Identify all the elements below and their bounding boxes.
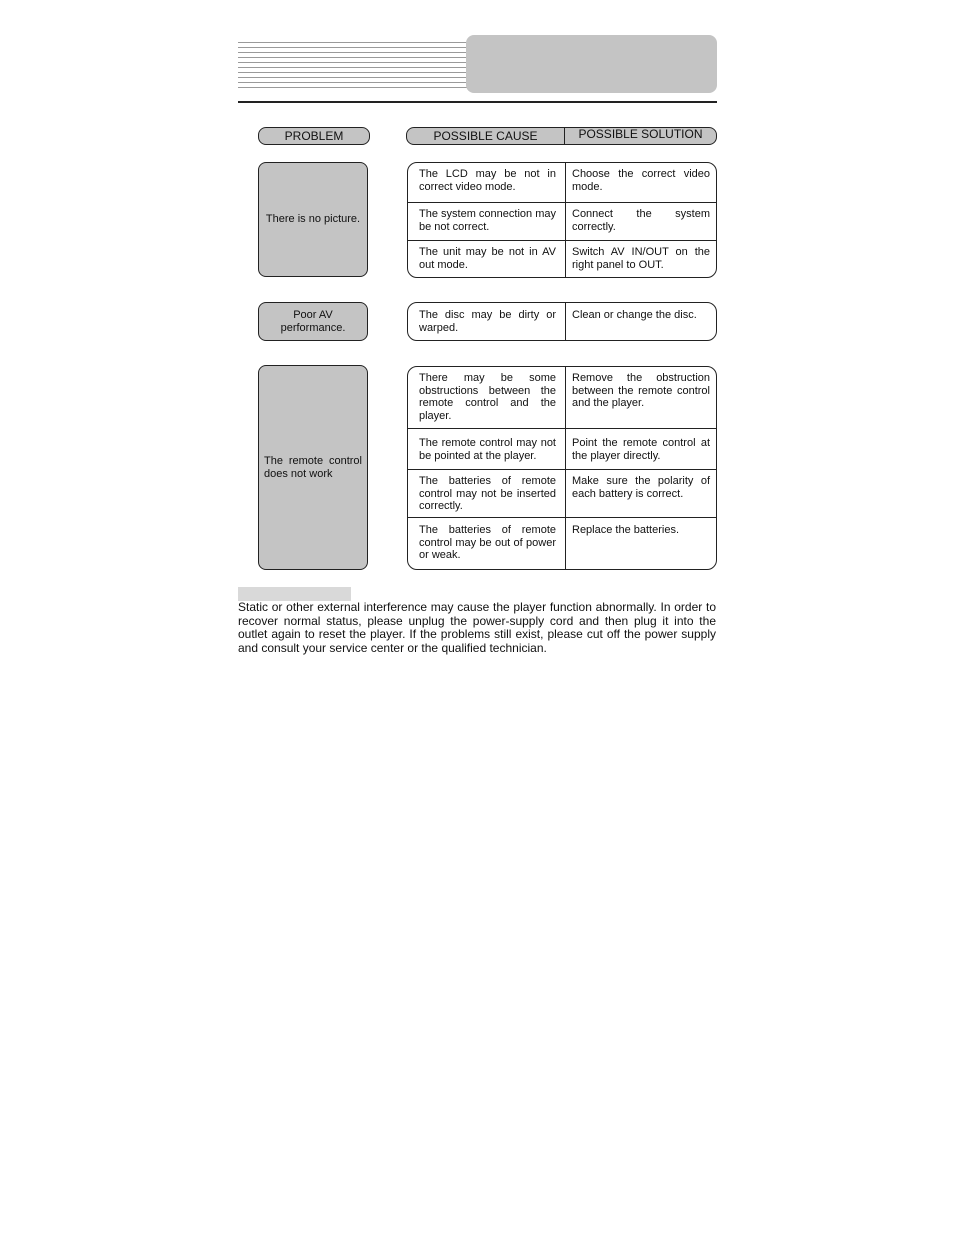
solution-cell: Point the remote control at the player directly. <box>572 437 710 462</box>
cause-solution-table-remote-control <box>407 366 717 570</box>
cause-cell: The LCD may be not in correct video mode. <box>408 163 566 202</box>
solution-column-label: POSSIBLE SOLUTION <box>578 127 703 141</box>
problem-column-label: PROBLEM <box>284 129 344 143</box>
cause-cell: The batteries of remote control may not be inserted correctly. <box>408 470 566 517</box>
cause-cell: The remote control may not be pointed at the player. <box>408 429 566 469</box>
table-row <box>408 303 716 340</box>
problem-box-poor-av <box>258 302 368 341</box>
cause-column-label: POSSIBLE CAUSE <box>407 128 565 144</box>
problem-label: Poor AV performance. <box>280 308 346 334</box>
solution-cell: Replace the batteries. <box>572 524 680 536</box>
table-row <box>408 517 716 569</box>
table-row <box>408 469 716 517</box>
cause-solution-column-header <box>406 127 717 145</box>
problem-column-header <box>258 127 370 145</box>
problem-label: The remote control does not work <box>264 454 362 480</box>
header-stripes <box>238 42 468 88</box>
cause-cell: The disc may be dirty or warped. <box>408 303 566 340</box>
problem-box-no-picture <box>258 162 368 277</box>
cause-cell: The unit may be not in AV out mode. <box>408 241 566 277</box>
cause-cell: The batteries of remote control may be out of power or weak. <box>408 518 566 569</box>
solution-cell: Remove the obstruction between the remote control and the player. <box>572 372 710 410</box>
cause-solution-table-poor-av <box>407 302 717 341</box>
problem-box-remote-control <box>258 365 368 570</box>
solution-cell: Switch AV IN/OUT on the right panel to OUT. <box>572 246 710 271</box>
note-heading-bar <box>238 587 351 601</box>
solution-cell: Clean or change the disc. <box>572 309 697 321</box>
table-row <box>408 163 716 202</box>
solution-cell: Make sure the polarity of each battery is correct. <box>572 475 710 500</box>
solution-cell: Choose the correct video mode. <box>572 168 710 193</box>
header-rule <box>238 101 717 103</box>
cause-cell: The system connection may be not correct. <box>408 203 566 240</box>
table-row <box>408 428 716 469</box>
cause-solution-table-no-picture <box>407 162 717 278</box>
problem-label: There is no picture. <box>265 213 361 225</box>
note-paragraph: Static or other external interference may cause the player function abnormally. In order to recover normal status, please unplug the power-supply cord and then plug it into the outlet again to reset the player. If the problems still exist, please cut off the power supply and consult your service center or the qualified technician. <box>238 600 716 655</box>
header-title-tab <box>466 35 717 93</box>
cause-cell: There may be some obstructions between the remote control and the player. <box>408 367 566 428</box>
table-row <box>408 240 716 277</box>
table-row <box>408 367 716 428</box>
table-row <box>408 202 716 240</box>
solution-cell: Connect the system correctly. <box>572 208 710 233</box>
